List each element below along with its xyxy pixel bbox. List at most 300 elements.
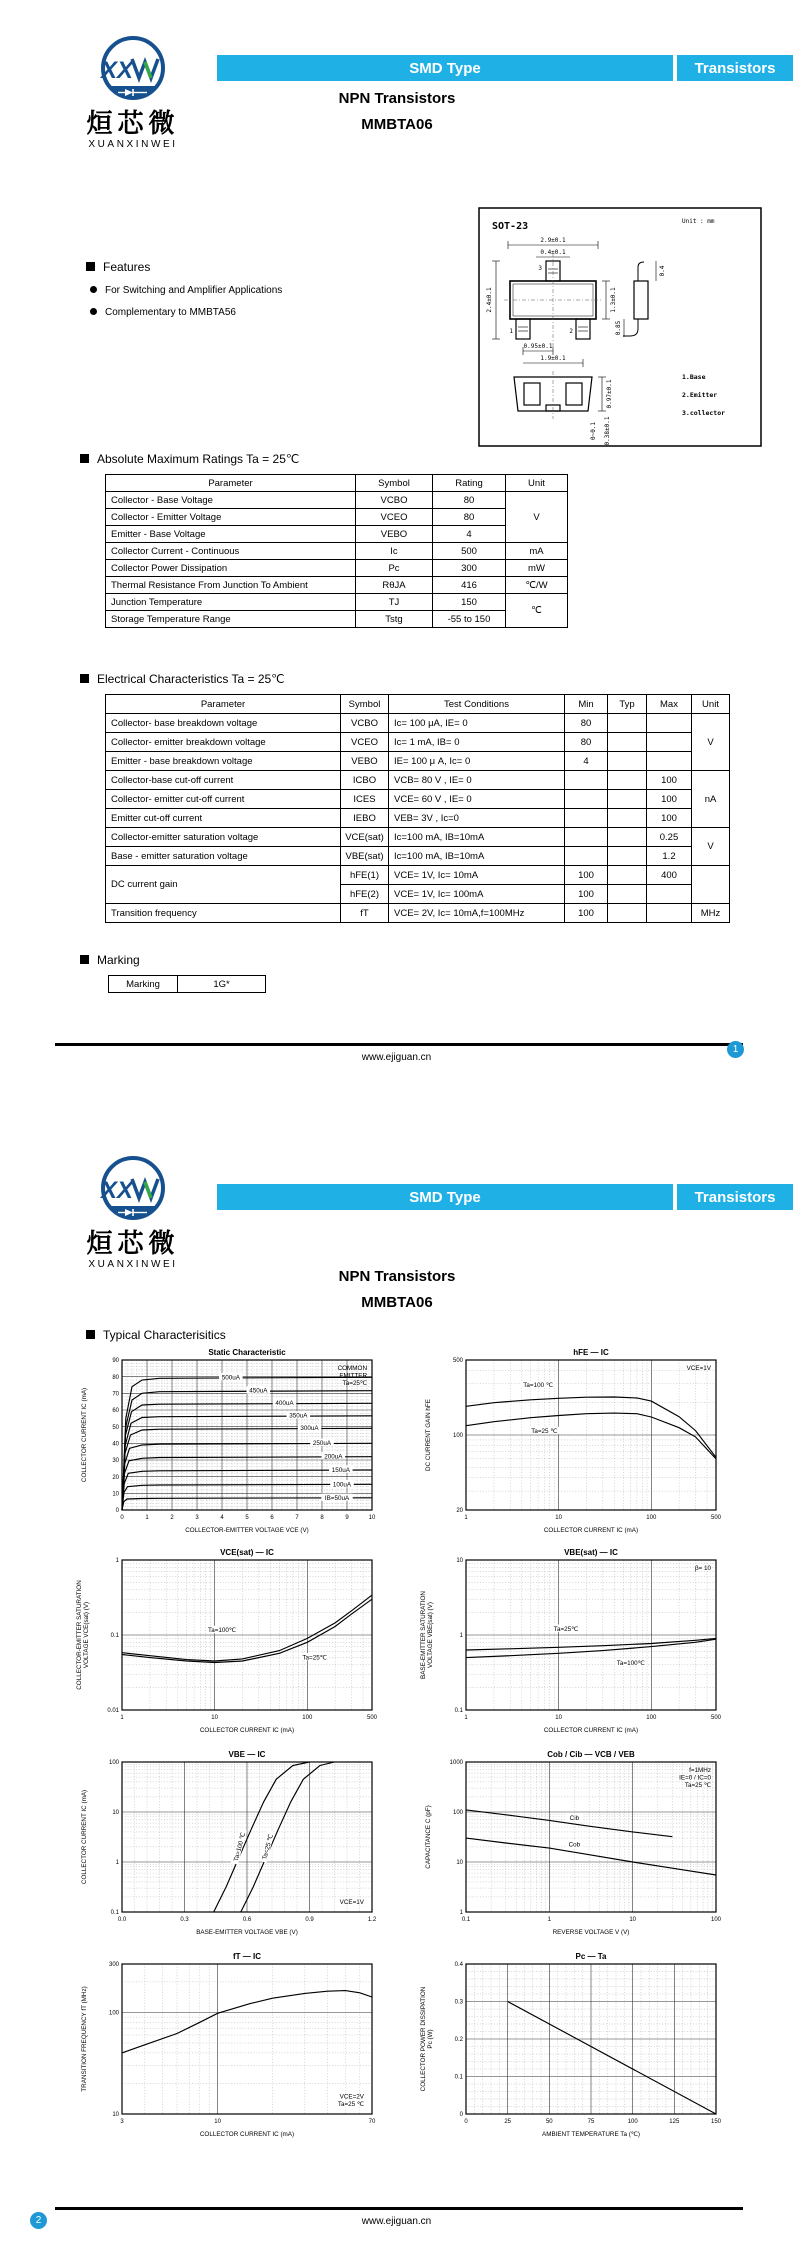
cell: V xyxy=(692,828,730,866)
chart-series xyxy=(508,2002,716,2115)
package-drawing xyxy=(478,207,762,447)
chart-title: hFE ― IC xyxy=(573,1348,609,1357)
data-table xyxy=(108,975,266,993)
svg-text:10: 10 xyxy=(555,1715,562,1721)
x-axis-label: COLLECTOR CURRENT IC (mA) xyxy=(199,2131,295,2138)
footer-url[interactable]: www.ejiguan.cn xyxy=(361,1052,432,1063)
y-axis-label: COLLECTOR CURRENT IC (mA) xyxy=(81,1387,88,1483)
table-row xyxy=(106,594,568,611)
column-header: Unit xyxy=(506,475,568,492)
svg-text:300: 300 xyxy=(108,1962,119,1969)
table-row xyxy=(106,611,568,628)
cell xyxy=(647,904,692,923)
cell: 100 xyxy=(565,885,608,904)
cell: RθJA xyxy=(356,577,433,594)
pin-number: 3 xyxy=(538,265,542,272)
cell: 80 xyxy=(565,714,608,733)
cell xyxy=(565,771,608,790)
cell: Collector - Base Voltage xyxy=(106,492,356,509)
marking-heading-label: Marking xyxy=(97,953,140,967)
chart-title: fT ― IC xyxy=(233,1952,261,1961)
abs-max-heading xyxy=(80,452,299,466)
y-axis-label: CAPACITANCE C (pF) xyxy=(425,1805,432,1869)
cell: VCBO xyxy=(341,714,389,733)
svg-text:500: 500 xyxy=(366,1715,378,1721)
cell: VCB= 80 V , IE= 0 xyxy=(389,771,565,790)
svg-text:0.9: 0.9 xyxy=(305,1917,314,1923)
cell: Collector- emitter breakdown voltage xyxy=(106,733,341,752)
svg-text:6: 6 xyxy=(270,1515,274,1521)
cell xyxy=(647,733,692,752)
cell xyxy=(608,809,647,828)
svg-text:450uA: 450uA xyxy=(249,1387,268,1395)
cell xyxy=(565,828,608,847)
cell xyxy=(647,714,692,733)
svg-text:8: 8 xyxy=(320,1515,324,1521)
chart-series xyxy=(122,1991,372,2053)
page-number-badge: 2 xyxy=(30,2212,47,2229)
legend xyxy=(338,1365,368,1387)
x-axis-label: COLLECTOR CURRENT IC (mA) xyxy=(543,1727,639,1734)
brand-name-en: XUANXINWEI xyxy=(88,138,178,150)
svg-text:1: 1 xyxy=(464,1715,468,1721)
chart-pc-vs-ta xyxy=(420,1950,776,2146)
chart-series xyxy=(122,1595,372,1662)
svg-text:Cib: Cib xyxy=(569,1815,580,1822)
svg-text:0.1: 0.1 xyxy=(454,1708,463,1715)
svg-text:Ta=25 ℃: Ta=25 ℃ xyxy=(684,1782,711,1789)
unit-note: Unit : mm xyxy=(682,218,715,225)
cell: VCE= 2V, Ic= 10mA,f=100MHz xyxy=(389,904,565,923)
cell: Ic= 1 mA, IB= 0 xyxy=(389,733,565,752)
page-number-badge: 1 xyxy=(727,1041,744,1058)
cell: Pc xyxy=(356,560,433,577)
svg-text:75: 75 xyxy=(587,2119,595,2125)
dim-label: 0.85 xyxy=(615,320,622,336)
svg-text:Cob: Cob xyxy=(568,1841,581,1849)
chart-title: VCE(sat) ― IC xyxy=(220,1548,274,1557)
dot-bullet-icon xyxy=(90,286,97,293)
cell: Emitter cut-off current xyxy=(106,809,341,828)
cell: Tstg xyxy=(356,611,433,628)
table-row xyxy=(106,790,730,809)
cell: nA xyxy=(692,771,730,828)
legend xyxy=(338,2094,365,2109)
cell: 80 xyxy=(565,733,608,752)
x-axis-label: AMBIENT TEMPERATURE Ta (℃) xyxy=(542,2131,640,2138)
svg-text:COMMON: COMMON xyxy=(337,1365,367,1372)
svg-text:Ta=100℃: Ta=100℃ xyxy=(208,1627,236,1635)
marking-table-host xyxy=(108,975,266,993)
abs-max-heading-label: Absolute Maximum Ratings Ta = 25℃ xyxy=(97,452,300,466)
x-axis-label: COLLECTOR CURRENT IC (mA) xyxy=(199,1727,295,1734)
svg-text:150: 150 xyxy=(710,2119,722,2125)
svg-text:Ta=100 ℃: Ta=100 ℃ xyxy=(232,1831,248,1863)
svg-text:100: 100 xyxy=(452,1433,463,1440)
y-axis-label: TRANSITION FREQUENCY fT (MHz) xyxy=(81,1986,88,2092)
header-bar-left xyxy=(217,1184,673,1210)
brand-logo-icon xyxy=(85,1154,181,1224)
svg-text:10: 10 xyxy=(629,1917,637,1923)
cell: mA xyxy=(506,543,568,560)
cell: VEBO xyxy=(356,526,433,543)
svg-text:20: 20 xyxy=(112,1474,119,1481)
svg-text:0.1: 0.1 xyxy=(110,1910,119,1917)
dim-label: 2.4±0.1 xyxy=(486,287,493,313)
cell: Collector Current - Continuous xyxy=(106,543,356,560)
svg-text:10: 10 xyxy=(368,1515,376,1521)
cell: 100 xyxy=(647,809,692,828)
cell: V xyxy=(506,492,568,543)
svg-text:100: 100 xyxy=(627,2119,638,2125)
header-bar-right xyxy=(677,1184,793,1210)
svg-text:25: 25 xyxy=(504,2119,512,2125)
table-row xyxy=(106,492,568,509)
svg-text:100: 100 xyxy=(108,2010,119,2017)
y-axis-label: DC CURRENT GAIN hFE xyxy=(425,1399,432,1471)
cell: 416 xyxy=(433,577,506,594)
svg-text:90: 90 xyxy=(112,1358,119,1365)
chart-vbesat-vs-ic xyxy=(420,1546,776,1742)
cell: VCE= 1V, Ic= 100mA xyxy=(389,885,565,904)
dim-label: 0.4±0.1 xyxy=(540,249,566,256)
cell: Storage Temperature Range xyxy=(106,611,356,628)
cell: 100 xyxy=(647,771,692,790)
cell: VBE(sat) xyxy=(341,847,389,866)
feature-item xyxy=(90,285,282,296)
svg-text:200uA: 200uA xyxy=(324,1453,343,1461)
cell: fT xyxy=(341,904,389,923)
cell: 1G* xyxy=(178,976,266,993)
cell: VCBO xyxy=(356,492,433,509)
cell xyxy=(565,847,608,866)
cell xyxy=(608,733,647,752)
doc-title: NPN Transistors xyxy=(338,1268,456,1285)
cell: ℃/W xyxy=(506,577,568,594)
svg-text:VCE=2V: VCE=2V xyxy=(339,2093,364,2101)
chart-canvas xyxy=(420,1950,776,2146)
table-row xyxy=(106,847,730,866)
cell: Transition frequency xyxy=(106,904,341,923)
pin-legend: 1.Base xyxy=(682,373,706,381)
svg-text:20: 20 xyxy=(456,1508,463,1515)
table-row xyxy=(106,771,730,790)
svg-text:40: 40 xyxy=(112,1441,119,1448)
cell: Base - emitter saturation voltage xyxy=(106,847,341,866)
cell: 0.25 xyxy=(647,828,692,847)
chart-canvas xyxy=(76,1346,432,1542)
chart-canvas xyxy=(420,1546,776,1742)
svg-text:f=1MHz: f=1MHz xyxy=(689,1767,711,1774)
dim-label: 0.97±0.1 xyxy=(606,379,613,409)
chart-capacitance-vs-voltage xyxy=(420,1748,776,1944)
y-axis-label: COLLECTOR CURRENT IC (mA) xyxy=(81,1789,88,1885)
y-axis-label: Pc (W) xyxy=(427,2029,434,2049)
cell xyxy=(608,847,647,866)
svg-text:350uA: 350uA xyxy=(289,1412,308,1420)
column-header: Test Conditions xyxy=(389,695,565,714)
pin-legend: 3.collector xyxy=(682,409,726,417)
chart-static-characteristic xyxy=(76,1346,432,1542)
cell xyxy=(608,866,647,885)
x-axis-label: REVERSE VOLTAGE V (V) xyxy=(552,1929,630,1936)
y-axis-label: COLLECTOR POWER DISSIPATION xyxy=(420,1986,427,2092)
chart-series xyxy=(466,1638,716,1657)
dim-label: 1.9±0.1 xyxy=(540,355,566,362)
data-table xyxy=(105,474,568,628)
cell xyxy=(608,885,647,904)
y-axis-label: BASE-EMITTER SATURATION xyxy=(420,1591,427,1679)
brand-name-cn: 烜芯微 xyxy=(86,1228,180,1258)
svg-text:0.01: 0.01 xyxy=(107,1708,119,1715)
dot-bullet-icon xyxy=(90,308,97,315)
svg-text:50: 50 xyxy=(545,2119,553,2125)
curve-labels xyxy=(231,1829,276,1865)
svg-text:10: 10 xyxy=(456,1558,463,1565)
svg-text:Ta=25℃: Ta=25℃ xyxy=(302,1654,327,1662)
brand-logo xyxy=(68,34,198,150)
data-table xyxy=(105,694,730,923)
header-bar-right-label: Transistors xyxy=(694,1188,776,1206)
curve-labels xyxy=(219,1373,354,1502)
svg-text:70: 70 xyxy=(368,2119,376,2125)
footer-rule xyxy=(55,2207,743,2210)
cell: DC current gain xyxy=(106,866,341,904)
svg-text:0: 0 xyxy=(464,2119,468,2125)
cell: IEBO xyxy=(341,809,389,828)
cell: Junction Temperature xyxy=(106,594,356,611)
brand-logo-icon xyxy=(85,34,181,104)
chart-vcesat-vs-ic xyxy=(76,1546,432,1742)
cell: hFE(1) xyxy=(341,866,389,885)
svg-text:1: 1 xyxy=(115,1860,119,1867)
header-bar-right xyxy=(677,55,793,81)
svg-text:0.3: 0.3 xyxy=(180,1917,189,1923)
logo-xx-mark: XX xyxy=(101,1177,134,1204)
chart-title: Cob / Cib ― VCB / VEB xyxy=(547,1750,635,1759)
cell: Collector-emitter saturation voltage xyxy=(106,828,341,847)
brand-name-en: XUANXINWEI xyxy=(88,1258,178,1270)
part-number: MMBTA06 xyxy=(361,116,433,133)
cell: Ic=100 mA, IB=10mA xyxy=(389,847,565,866)
table-row xyxy=(106,866,730,885)
logo-xx-mark: XX xyxy=(101,57,134,84)
svg-text:100: 100 xyxy=(302,1715,313,1721)
cell: MHz xyxy=(692,904,730,923)
svg-text:500: 500 xyxy=(452,1358,463,1365)
legend xyxy=(687,1365,712,1372)
dim-label: 0.95±0.1 xyxy=(523,343,553,350)
cell: 400 xyxy=(647,866,692,885)
cell: Collector- emitter cut-off current xyxy=(106,790,341,809)
dim-label: 2.9±0.1 xyxy=(540,237,566,244)
svg-text:4: 4 xyxy=(220,1515,224,1521)
cell: VEB= 3V , Ic=0 xyxy=(389,809,565,828)
cell: 100 xyxy=(647,790,692,809)
chart-ic-vs-vbe xyxy=(76,1748,432,1944)
column-header: Symbol xyxy=(341,695,389,714)
table-row xyxy=(106,577,568,594)
chart-title: VBE ― IC xyxy=(228,1750,266,1759)
svg-text:80: 80 xyxy=(112,1374,119,1381)
header-bar-left-label: SMD Type xyxy=(409,1188,481,1206)
brand-name-cn: 烜芯微 xyxy=(86,108,180,138)
cell xyxy=(565,809,608,828)
cell: Ic=100 mA, IB=10mA xyxy=(389,828,565,847)
cell: 100 xyxy=(565,866,608,885)
svg-text:10: 10 xyxy=(555,1515,562,1521)
svg-text:Ta=100 ℃: Ta=100 ℃ xyxy=(523,1382,553,1390)
cell: VCEO xyxy=(356,509,433,526)
svg-text:Ta=25 ℃: Ta=25 ℃ xyxy=(261,1833,275,1861)
svg-text:2: 2 xyxy=(170,1515,174,1521)
header-bar-right-label: Transistors xyxy=(694,59,776,77)
svg-text:100: 100 xyxy=(108,1760,119,1767)
chart-canvas xyxy=(76,1546,432,1742)
cell: VEBO xyxy=(341,752,389,771)
cell: 4 xyxy=(565,752,608,771)
y-axis-label: VOLTAGE VCE(sat) (V) xyxy=(83,1601,90,1669)
cell: 1.2 xyxy=(647,847,692,866)
svg-text:0.6: 0.6 xyxy=(242,1917,252,1923)
footer-rule xyxy=(55,1043,743,1046)
svg-text:IB=50uA: IB=50uA xyxy=(324,1494,350,1502)
cell xyxy=(608,790,647,809)
svg-text:EMITTER: EMITTER xyxy=(339,1372,367,1380)
svg-text:0: 0 xyxy=(115,1508,119,1515)
svg-text:10: 10 xyxy=(214,2119,221,2125)
cell xyxy=(608,904,647,923)
svg-text:7: 7 xyxy=(295,1515,299,1521)
svg-text:1.2: 1.2 xyxy=(367,1917,377,1923)
legend xyxy=(340,1899,365,1906)
svg-text:Ta=25℃: Ta=25℃ xyxy=(342,1380,367,1387)
table-row xyxy=(106,526,568,543)
header-bar-left xyxy=(217,55,673,81)
column-header: Min xyxy=(565,695,608,714)
pin-legend: 2.Emitter xyxy=(682,391,718,399)
table-row xyxy=(106,714,730,733)
table-row xyxy=(106,543,568,560)
cell: Collector Power Dissipation xyxy=(106,560,356,577)
chart-series xyxy=(466,1810,716,1875)
cell xyxy=(608,714,647,733)
cell: Collector- base breakdown voltage xyxy=(106,714,341,733)
svg-text:IE=0 / IC=0: IE=0 / IC=0 xyxy=(679,1774,711,1782)
svg-text:30: 30 xyxy=(112,1458,119,1465)
chart-canvas xyxy=(76,1950,432,2146)
svg-text:250uA: 250uA xyxy=(312,1440,332,1448)
cell: 80 xyxy=(433,509,506,526)
table-row xyxy=(106,509,568,526)
svg-text:0.3: 0.3 xyxy=(454,1999,463,2006)
svg-text:100: 100 xyxy=(452,1810,463,1817)
cell xyxy=(647,885,692,904)
legend xyxy=(695,1565,712,1572)
y-axis-label: COLLECTOR-EMITTER SATURATION xyxy=(76,1580,83,1690)
brand-logo xyxy=(68,1154,198,1270)
square-bullet-icon xyxy=(80,955,89,964)
svg-text:10: 10 xyxy=(112,1491,119,1498)
svg-text:50: 50 xyxy=(112,1424,119,1431)
svg-text:Ta=25℃: Ta=25℃ xyxy=(553,1625,579,1633)
footer-url[interactable]: www.ejiguan.cn xyxy=(361,2216,432,2227)
svg-text:60: 60 xyxy=(112,1408,119,1415)
chart-canvas xyxy=(420,1346,776,1542)
cell: Marking xyxy=(109,976,178,993)
cell: 150 xyxy=(433,594,506,611)
cell xyxy=(647,752,692,771)
svg-text:1: 1 xyxy=(459,1633,463,1640)
svg-text:10: 10 xyxy=(211,1715,218,1721)
cell: mW xyxy=(506,560,568,577)
cell: Emitter - base breakdown voltage xyxy=(106,752,341,771)
column-header: Symbol xyxy=(356,475,433,492)
chart-series xyxy=(466,1397,716,1459)
svg-text:500: 500 xyxy=(710,1515,722,1521)
feature-item-label: For Switching and Amplifier Applications xyxy=(105,285,283,296)
cell: hFE(2) xyxy=(341,885,389,904)
svg-text:β= 10: β= 10 xyxy=(694,1565,711,1572)
elec-table-host xyxy=(105,694,730,923)
table-row xyxy=(106,904,730,923)
svg-text:3: 3 xyxy=(120,2119,124,2125)
chart-title: Static Characteristic xyxy=(208,1348,286,1357)
x-axis-label: BASE-EMITTER VOLTAGE VBE (V) xyxy=(196,1929,298,1936)
cell: Ic xyxy=(356,543,433,560)
square-bullet-icon xyxy=(86,262,95,271)
cell: TJ xyxy=(356,594,433,611)
cell xyxy=(608,752,647,771)
svg-text:5: 5 xyxy=(245,1515,249,1521)
feature-item xyxy=(90,307,236,318)
svg-text:10: 10 xyxy=(112,2112,119,2119)
elec-heading xyxy=(80,672,285,686)
header-bar-left-label: SMD Type xyxy=(409,59,481,77)
svg-text:400uA: 400uA xyxy=(275,1400,294,1408)
column-header: Max xyxy=(647,695,692,714)
typical-characteristics-heading xyxy=(86,1328,226,1342)
svg-text:100: 100 xyxy=(646,1715,657,1721)
feature-item-label: Complementary to MMBTA56 xyxy=(105,307,236,318)
y-axis-label: VOLTAGE VBE(sat) (V) xyxy=(427,1602,434,1668)
svg-text:0.4: 0.4 xyxy=(454,1962,463,1969)
x-axis-label: COLLECTOR CURRENT IC (mA) xyxy=(543,1527,639,1534)
dim-label: 1.3±0.1 xyxy=(610,287,617,313)
svg-text:Ta=100℃: Ta=100℃ xyxy=(616,1660,645,1668)
dim-label: 0.38±0.1 xyxy=(604,416,611,446)
table-row xyxy=(109,976,266,993)
column-header: Typ xyxy=(608,695,647,714)
cell: ℃ xyxy=(506,594,568,628)
svg-text:300uA: 300uA xyxy=(300,1425,319,1433)
svg-text:150uA: 150uA xyxy=(331,1466,350,1474)
cell xyxy=(565,790,608,809)
chart-canvas xyxy=(420,1748,776,1944)
svg-text:0.1: 0.1 xyxy=(454,2074,463,2081)
page-2 xyxy=(0,1122,793,2244)
dim-label: 0~0.1 xyxy=(590,421,597,441)
chart-canvas xyxy=(76,1748,432,1944)
svg-text:10: 10 xyxy=(456,1860,463,1867)
svg-text:1000: 1000 xyxy=(449,1760,463,1767)
cell: V xyxy=(692,714,730,771)
package-name: SOT-23 xyxy=(492,221,529,232)
svg-text:1: 1 xyxy=(547,1917,551,1923)
abs-max-table-host xyxy=(105,474,568,628)
cell: VCEO xyxy=(341,733,389,752)
square-bullet-icon xyxy=(80,674,89,683)
